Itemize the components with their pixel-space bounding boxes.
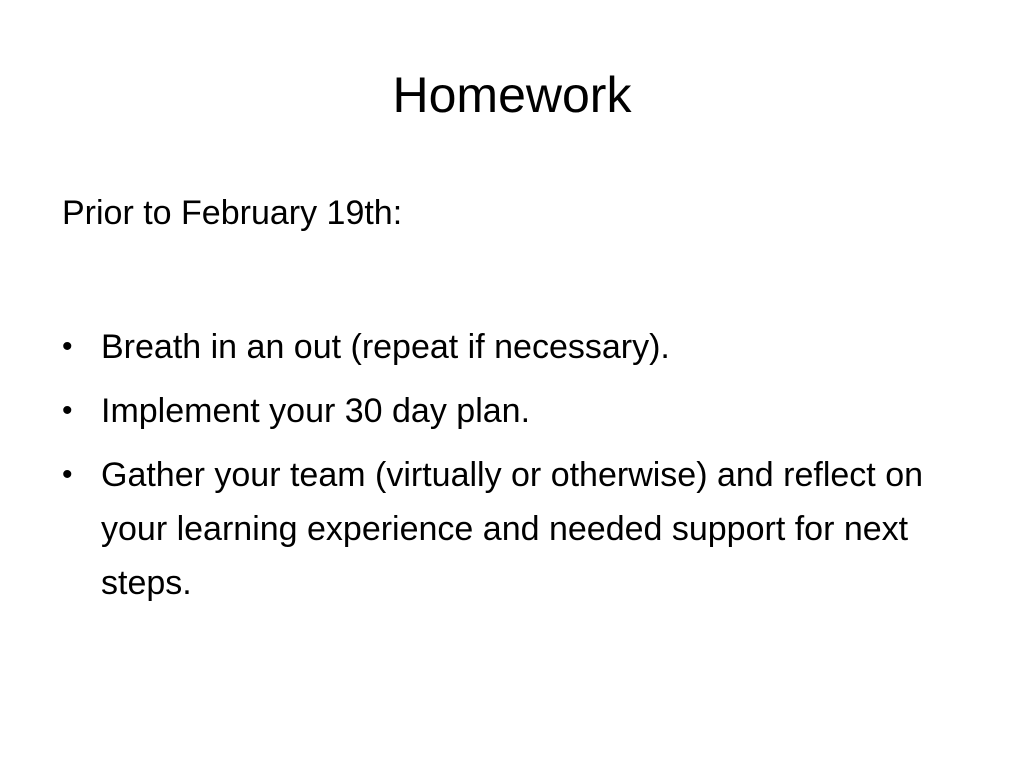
intro-text: Prior to February 19th:: [62, 194, 403, 232]
slide-title: Homework: [392, 67, 632, 123]
list-item-text: Implement your 30 day plan.: [101, 392, 531, 430]
list-item: [62, 384, 962, 438]
list-item-text: Breath in an out (repeat if necessary).: [101, 328, 670, 366]
list-item: [62, 448, 962, 610]
bullet-icon: •: [62, 394, 73, 427]
list-item: [62, 320, 962, 374]
bullet-list: [62, 320, 962, 610]
bullet-icon: •: [62, 330, 73, 363]
bullet-icon: •: [62, 458, 73, 491]
list-item-text: Gather your team (virtually or otherwise) and reflect on your learning experience and needed support for next steps.: [101, 456, 924, 602]
